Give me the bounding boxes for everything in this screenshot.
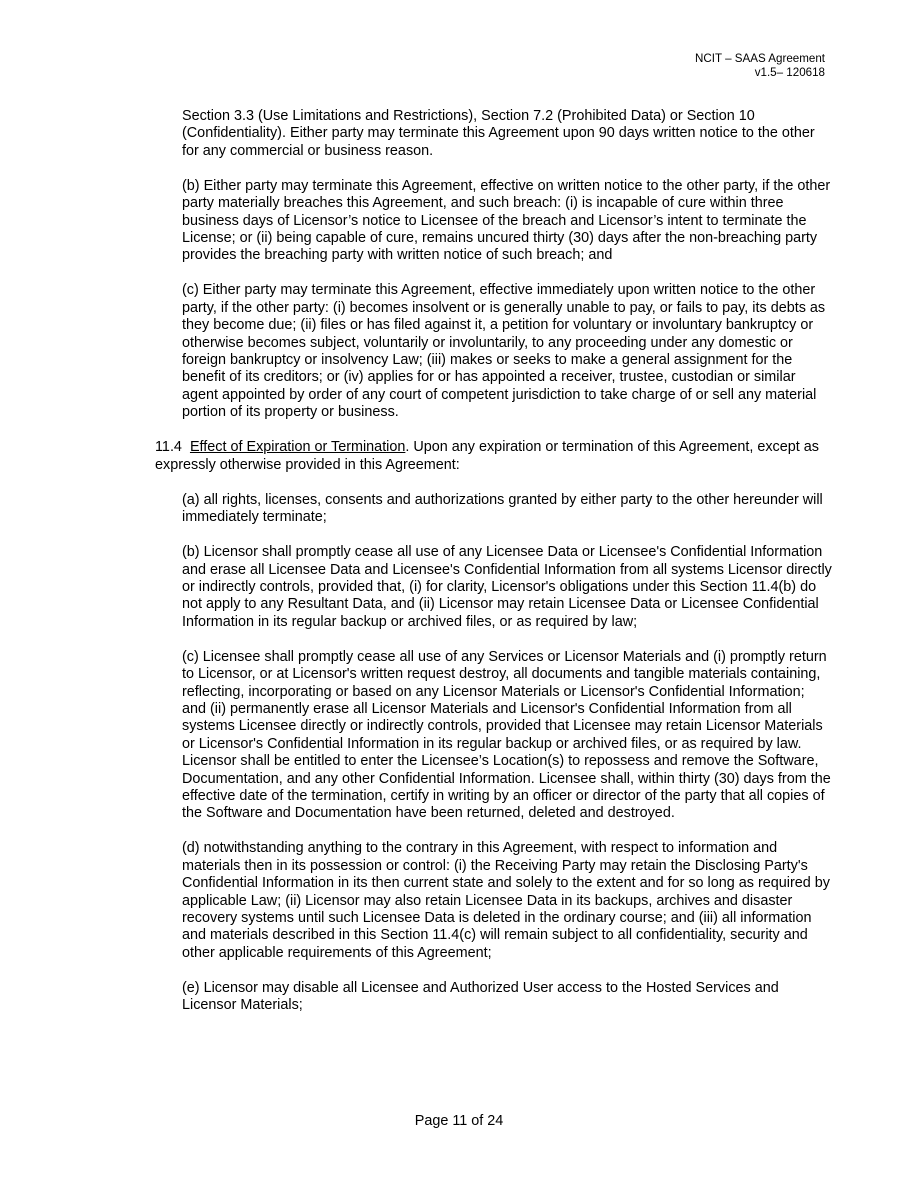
section-11-4 bbox=[155, 439, 832, 474]
paragraph-effect-c: (c) Licensee shall promptly cease all use of any Services or Licensor Materials and (i) promptly return to Licensor, or at Licensor's written request destroy, all documents and tangible materials containing, reflecting, incorporating or based on any Licensor Materials or Licensor's Confidential Information; and (ii) permanently erase all Licensor Materials and Licensor's Confidential Information from all systems Licensee directly or indirectly controls, provided that Licensee may retain Licensor Materials or Licensor's Confidential Information in its regular backup or archived files, or as required by law. Licensor shall be entitled to enter the Licensee’s Location(s) to repossess and remove the Software, Documentation, and any other Confidential Information. Licensee shall, within thirty (30) days from the effective date of the termination, certify in writing by an officer or director of the party that all copies of the Software and Documentation have been returned, deleted and destroyed. bbox=[182, 648, 831, 822]
paragraph-effect-a: (a) all rights, licenses, consents and authorizations granted by either party to the other hereunder will immediately terminate; bbox=[182, 491, 823, 526]
paragraph-effect-d: (d) notwithstanding anything to the contrary in this Agreement, with respect to information and materials then in its possession or control: (i) the Receiving Party may retain the Disclosing Party's Confidential Information in its then current state and solely to the extent and for so long as required by applicable Law; (ii) Licensor may also retain Licensee Data in its backups, archives and disaster recovery systems until such Licensee Data is deleted in the ordinary course; and (iii) all information and materials described in this Section 11.4(c) will remain subject to all confidentiality, security and other applicable requirements of this Agreement; bbox=[182, 840, 830, 961]
header-agreement-title: NCIT – SAAS Agreement bbox=[695, 52, 825, 65]
paragraph-effect-b: (b) Licensor shall promptly cease all use of any Licensee Data or Licensee's Confidential Information and erase all Licensee Data and Licensee's Confidential Information from all systems Licensor directly or indirectly controls, provided that, (i) for clarity, Licensor's obligations under this Section 11.4(b) do not apply to any Resultant Data, and (ii) Licensor may retain Licensee Data or Licensee Confidential Information in its regular backup or archived files, or as required by law; bbox=[182, 544, 832, 630]
paragraph-effect-e: (e) Licensor may disable all Licensee and Authorized User access to the Hosted Services and Licensor Materials; bbox=[182, 979, 779, 1014]
paragraph-continuation: Section 3.3 (Use Limitations and Restrictions), Section 7.2 (Prohibited Data) or Section 10 (Confidentiality). Either party may terminate this Agreement upon 90 days written notice to the other for any commercial or business reason. bbox=[182, 108, 815, 159]
section-number: 11.4 bbox=[155, 439, 182, 456]
paragraph-termination-c: (c) Either party may terminate this Agreement, effective immediately upon written notice to the other party, if the other party: (i) becomes insolvent or is generally unable to pay, or fails to pay, its debts as they become due; (ii) files or has filed against it, a petition for voluntary or involuntary bankruptcy or otherwise becomes subject, voluntarily or involuntarily, to any proceeding under any domestic or foreign bankruptcy or insolvency Law; (iii) makes or seeks to make a general assignment for the benefit of its creditors; or (iv) applies for or has appointed a receiver, trustee, custodian or similar agent appointed by order of any court of competent jurisdiction to take charge of or sell any material portion of its property or business. bbox=[182, 282, 826, 421]
section-title: Effect of Expiration or Termination bbox=[189, 439, 406, 456]
document-header bbox=[695, 52, 825, 80]
header-version: v1.5– 120618 bbox=[754, 66, 825, 79]
section-intro-text: . Upon any expiration or termination of this Agreement, except as expressly otherwise provided in this Agreement: bbox=[155, 439, 819, 473]
page-number: Page 11 of 24 bbox=[414, 1113, 504, 1129]
document-body bbox=[0, 108, 918, 1032]
paragraph-termination-b: (b) Either party may terminate this Agreement, effective on written notice to the other party, if the other party materially breaches this Agreement, and such breach: (i) is incapable of cure within three business days of Licensor’s notice to Licensee of the breach and Licensor’s intent to terminate the License; or (ii) being capable of cure, remains uncured thirty (30) days after the non-breaching party provides the breaching party with written notice of such breach; and bbox=[182, 177, 831, 264]
